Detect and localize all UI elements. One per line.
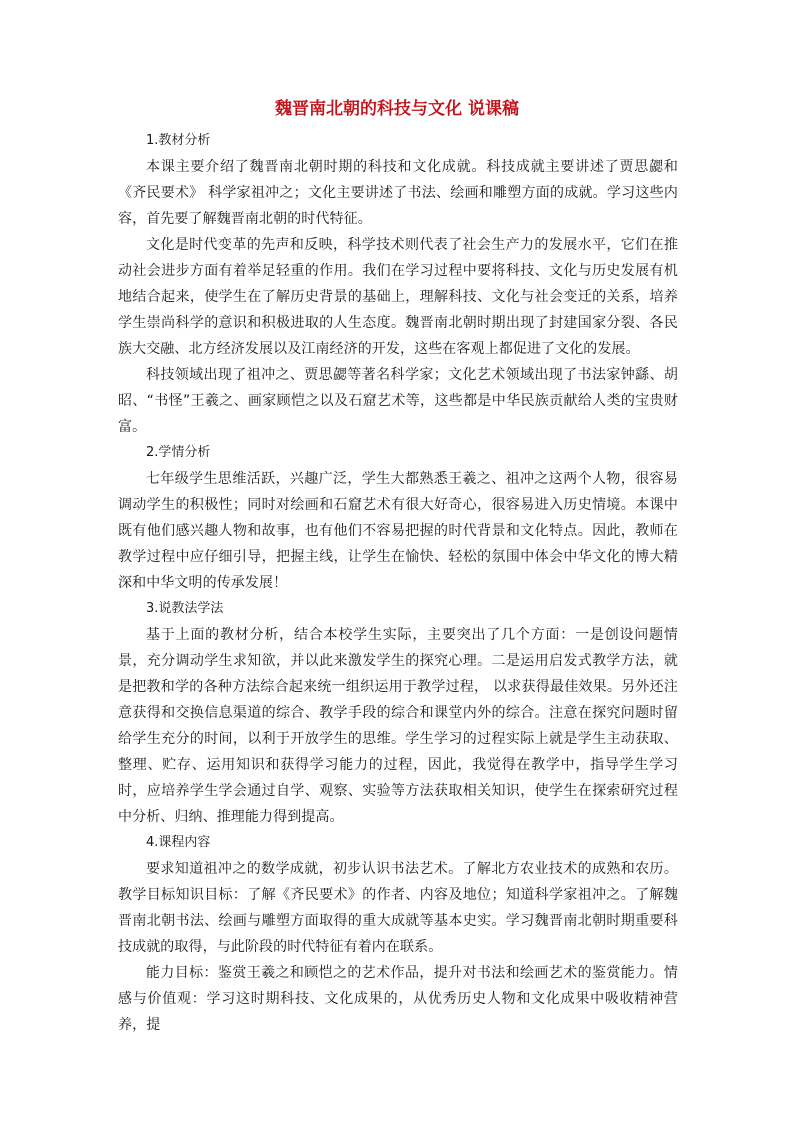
section-heading: 2.学情分析 — [146, 445, 211, 460]
section-student-analysis — [118, 440, 678, 596]
paragraph: 七年级学生思维活跃，兴趣广泛，学生大都熟悉王羲之、祖冲之这两个人物，很容易调动学生的积极性；同时对绘画和石窟艺术有很大好奇心，很容易进入历史情境。本课中既有他们感兴趣人物和故事，也有他们不容易把握的时代背景和文化特点。因此，教师在教学过程中应仔细引导，把握主线，让学生在愉快、轻松的氛围中体会中华文化的博大精深和中华文明的传承发展！ — [118, 471, 678, 591]
paragraph: 科技领域出现了祖冲之、贾思勰等著名科学家；文化艺术领域出现了书法家钟繇、胡昭、“书怪”王羲之、画家顾恺之以及石窟艺术等，这些都是中华民族贡献给人类的宝贵财富。 — [118, 367, 678, 435]
document-title: 魏晋南北朝的科技与文化 说课稿 — [275, 99, 519, 119]
section-heading: 1.教材分析 — [146, 133, 211, 148]
section-heading: 4.课程内容 — [146, 835, 211, 850]
paragraph: 文化是时代变革的先声和反映，科学技术则代表了社会生产力的发展水平，它们在推动社会进步方面有着举足轻重的作用。我们在学习过程中要将科技、文化与历史发展有机地结合起来，使学生在了解历史背景的基础上，理解科技、文化与社会变迁的关系，培养学生崇尚科学的意识和积极进取的人生态度。魏晋南北朝时期出现了封建国家分裂、各民族大交融、北方经济发展以及江南经济的开发，这些在客观上都促进了文化的发展。 — [118, 237, 678, 357]
document-body — [118, 128, 678, 1038]
section-course-content — [118, 830, 678, 1038]
paragraph: 要求知道祖冲之的数学成就，初步认识书法艺术。了解北方农业技术的成熟和农历。教学目标知识目标：了解《齐民要术》的作者、内容及地位；知道科学家祖冲之。了解魏晋南北朝书法、绘画与雕塑方面取得的重大成就等基本史实。学习魏晋南北朝时期重要科技成就的取得，与此阶段的时代特征有着内在联系。 — [118, 861, 678, 955]
paragraph: 本课主要介绍了魏晋南北朝时期的科技和文化成就。科技成就主要讲述了贾思勰和《齐民要术》 科学家祖冲之；文化主要讲述了书法、绘画和雕塑方面的成就。学习这些内容，首先要了解魏晋南北朝的时代特征。 — [118, 159, 678, 227]
paragraph: 基于上面的教材分析，结合本校学生实际，主要突出了几个方面：一是创设问题情 景，充分调动学生求知欲，并以此来激发学生的探究心理。二是运用启发式教学方法，就是把教和学的各种方法综合起来统一组织运用于教学过程， 以求获得最佳效果。另外还注意获得和交换信息渠道的综合、教学手段的综合和课堂内外的综合。注意在探究问题时留给学生充分的时间，以利于开放学生的思维。学生学习的过程实际上就是学生主动获取、整理、贮存、运用知识和获得学习能力的过程，因此，我觉得在教学中，指导学生学习时，应培养学生学会通过自学、观察、实验等方法获取相关知识，使学生在探索研究过程中分析、归纳、推理能力得到提高。 — [118, 627, 678, 825]
section-textbook-analysis — [118, 128, 678, 440]
paragraph: 能力目标：鉴赏王羲之和顾恺之的艺术作品，提升对书法和绘画艺术的鉴赏能力。情感与价值观：学习这时期科技、文化成果的，从优秀历史人物和文化成果中吸收精神营养，提 — [118, 965, 678, 1033]
section-heading: 3.说教法学法 — [146, 601, 224, 616]
section-teaching-methods — [118, 596, 678, 830]
